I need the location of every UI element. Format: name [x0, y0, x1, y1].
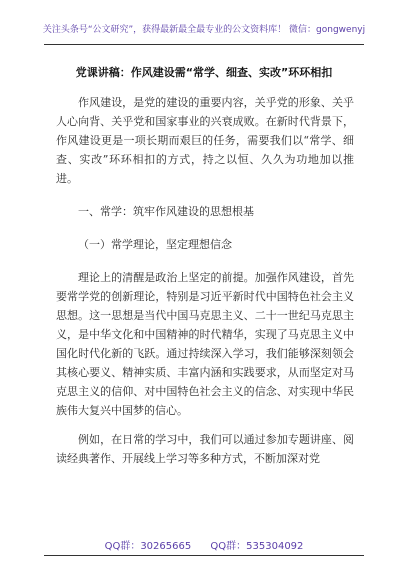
page-footer: [0, 537, 408, 552]
section-heading: 一、常学：筑牢作风建设的思想根基: [78, 205, 254, 218]
header-text: 关注头条号“公文研究”，获得最新最全最专业的公文资料库！ 微信：gongwenyj: [42, 25, 366, 35]
footer-qq-group-1: QQ群：30265665: [104, 541, 192, 552]
footer-qq-group-2: QQ群：535304092: [210, 541, 304, 552]
document-title: 党课讲稿：作风建设需“常学、细查、实改”环环相扣: [75, 66, 333, 79]
example-paragraph: 例如，在日常的学习中，我们可以通过参加专题讲座、阅读经典著作、开展线上学习等多种方式，不断加深对党: [56, 433, 354, 465]
page-header: [0, 22, 408, 35]
subsection-heading: （一）常学理论，坚定理想信念: [78, 238, 232, 251]
theory-paragraph: 理论上的清醒是政治上坚定的前提。加强作风建设，首先要常学党的创新理论，特别是习近平新时代中国特色社会主义思想。这一思想是当代中国马克思主义、二十一世纪马克思主义，是中华文化和中国精神的时代精华，实现了马克思主义中国化时代化新的飞跃。通过持续深入学习，我们能够深刻领会其核心要义、精神实质、丰富内涵和实践要求，从而坚定对马克思主义的信仰、对中国特色社会主义的信念、对实现中华民族伟大复兴中国梦的信心。: [56, 271, 354, 417]
intro-paragraph: 作风建设，是党的建设的重要内容，关乎党的形象、关乎人心向背、关乎党和国家事业的兴衰成败。在新时代背景下，作风建设更是一项长期而艰巨的任务，需要我们以“常学、细查、实改”环环相扣的方式，持之以恒、久久为功地加以推进。: [56, 96, 354, 185]
document-body: [56, 93, 354, 468]
footer-rule: [44, 555, 364, 556]
header-rule: [44, 44, 364, 45]
